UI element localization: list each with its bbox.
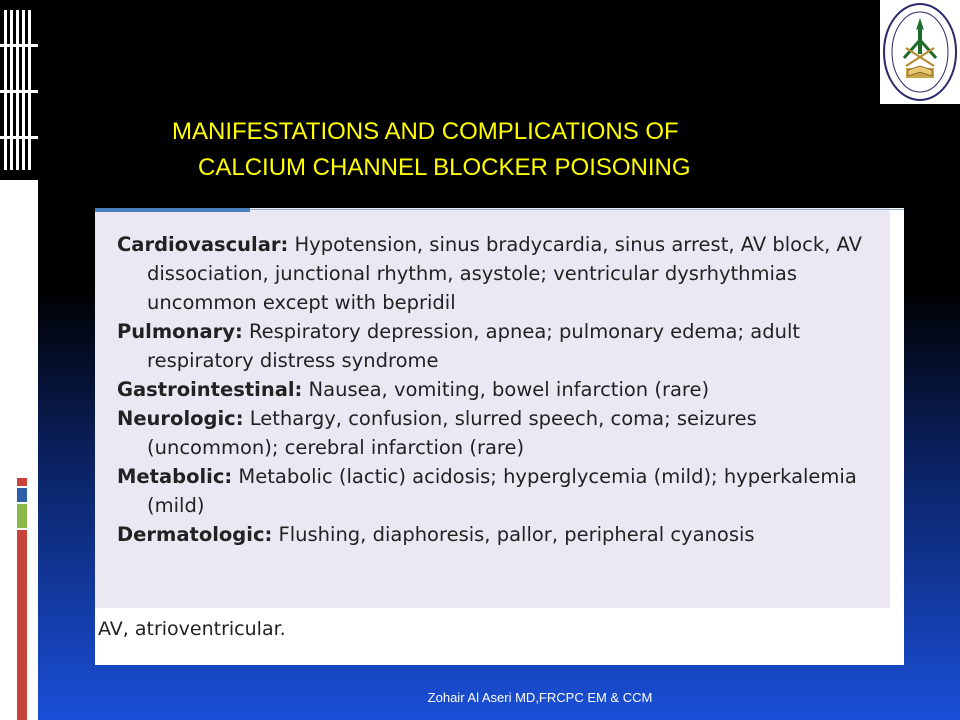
university-logo bbox=[880, 0, 960, 104]
accent-square-green bbox=[17, 504, 27, 528]
entry-text: Flushing, diaphoresis, pallor, peripheral cyanosis bbox=[272, 523, 755, 546]
entry-heading: Gastrointestinal: bbox=[117, 378, 303, 401]
entry-text: Hypotension, sinus bradycardia, sinus arrest, AV block, AV dissociation, junctional rhythm, asystole; ventricular dysrhythmias uncommon except with bepridil bbox=[147, 233, 862, 314]
slide-footer: Zohair Al Aseri MD,FRCPC EM & CCM bbox=[427, 690, 653, 705]
entry-pulmonary bbox=[117, 317, 877, 375]
manifestations-table bbox=[95, 208, 904, 665]
entry-heading: Cardiovascular: bbox=[117, 233, 289, 256]
entry-text: Metabolic (lactic) acidosis; hyperglycemia (mild); hyperkalemia (mild) bbox=[147, 465, 857, 517]
entry-neurologic bbox=[117, 404, 877, 462]
title-line-2: CALCIUM CHANNEL BLOCKER POISONING bbox=[198, 154, 691, 181]
accent-square-blue bbox=[17, 488, 27, 502]
entry-cardiovascular bbox=[117, 230, 877, 317]
entry-gastrointestinal bbox=[117, 375, 877, 404]
window-pane-icon bbox=[0, 0, 38, 180]
entry-metabolic bbox=[117, 462, 877, 520]
entry-dermatologic bbox=[117, 520, 877, 549]
entry-heading: Metabolic: bbox=[117, 465, 233, 488]
table-header-line bbox=[250, 209, 904, 210]
entry-heading: Dermatologic: bbox=[117, 523, 273, 546]
table-footnote: AV, atrioventricular. bbox=[98, 618, 286, 640]
king-saud-university-logo-icon bbox=[880, 0, 960, 104]
entry-heading: Pulmonary: bbox=[117, 320, 243, 343]
entry-heading: Neurologic: bbox=[117, 407, 244, 430]
entry-text: Nausea, vomiting, bowel infarction (rare) bbox=[302, 378, 710, 401]
accent-square-red bbox=[17, 478, 27, 486]
slide-title bbox=[160, 114, 880, 186]
table-header-bar bbox=[95, 208, 250, 212]
entry-text: Respiratory depression, apnea; pulmonary edema; adult respiratory distress syndrome bbox=[147, 320, 801, 372]
title-line-1: MANIFESTATIONS AND COMPLICATIONS OF bbox=[172, 118, 679, 145]
table-entries bbox=[117, 230, 877, 549]
entry-text: Lethargy, confusion, slurred speech, coma; seizures (uncommon); cerebral infarction (rare) bbox=[147, 407, 757, 459]
